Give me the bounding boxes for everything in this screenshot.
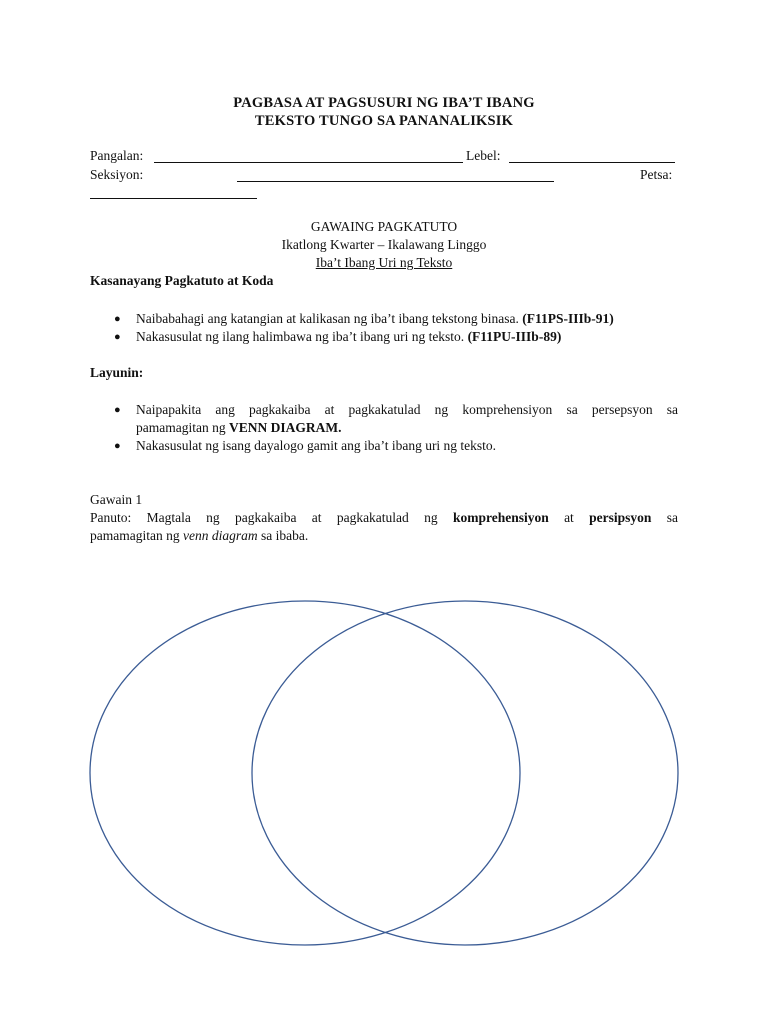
section-field[interactable] [237,169,554,182]
activity-heading: GAWAING PAGKATUTO [310,219,458,234]
document-title-line-1: PAGBASA AT PAGSUSURI NG IBA’T IBANG [233,95,535,111]
instruction-keyword-1: komprehensiyon [452,510,549,525]
competency-text: Naibabahagi ang katangian at kalikasan ng iba’t ibang tekstong binasa. [136,311,519,326]
competencies-list [114,310,696,346]
name-field[interactable] [154,150,463,163]
bullet-icon: ● [114,440,121,452]
activity-topic: Iba’t Ibang Uri ng Teksto [315,255,453,270]
date-label: Petsa: [640,167,673,182]
objective-item [114,437,678,455]
competency-code: (F11PS-IIIb-91) [522,311,614,326]
objective-text: pamamagitan ng [136,420,226,435]
instruction-text: pamamagitan ng [90,528,180,543]
document-title-line-2: TEKSTO TUNGO SA PANANALIKSIK [254,113,514,129]
instruction-text: at [564,510,574,525]
competency-code: (F11PU-IIIb-89) [467,329,562,344]
objectives-list [114,401,678,455]
task-heading: Gawain 1 [90,492,143,507]
activity-quarter: Ikatlong Kwarter – Ikalawang Linggo [281,237,487,252]
objectives-heading: Layunin: [90,365,144,380]
venn-right-circle[interactable] [252,601,678,945]
task-instruction-line-1 [90,510,678,526]
name-label: Pangalan: [90,148,144,163]
objective-item [114,401,678,437]
instruction-keyword-2: persipsyon [589,510,652,525]
competency-item [114,310,696,328]
bullet-icon: ● [114,313,121,325]
venn-left-circle[interactable] [90,601,520,945]
competencies-heading: Kasanayang Pagkatuto at Koda [90,273,274,288]
instruction-text: Panuto: Magtala ng pagkakaiba at pagkakatulad ng [90,510,438,525]
instruction-text: sa ibaba. [260,528,309,543]
objective-text: Naipapakita ang pagkakaiba at pagkakatulad ng komprehensiyon sa persepsyon sa [136,402,678,417]
instruction-italic: venn diagram [182,528,258,543]
section-label: Seksiyon: [90,167,144,182]
instruction-text: sa [666,510,678,525]
competency-item [114,328,696,346]
date-field[interactable] [90,186,257,199]
bullet-icon: ● [114,404,121,416]
bullet-icon: ● [114,331,121,343]
task-instruction-line-2 [90,528,308,544]
level-label: Lebel: [466,148,501,163]
objective-text: Nakasusulat ng isang dayalogo gamit ang iba’t ibang uri ng teksto. [136,438,497,453]
level-field[interactable] [509,150,675,163]
competency-text: Nakasusulat ng ilang halimbawa ng iba’t ibang uri ng teksto. [136,329,465,344]
venn-diagram-keyword: VENN DIAGRAM. [228,420,342,435]
venn-diagram[interactable] [80,590,690,960]
